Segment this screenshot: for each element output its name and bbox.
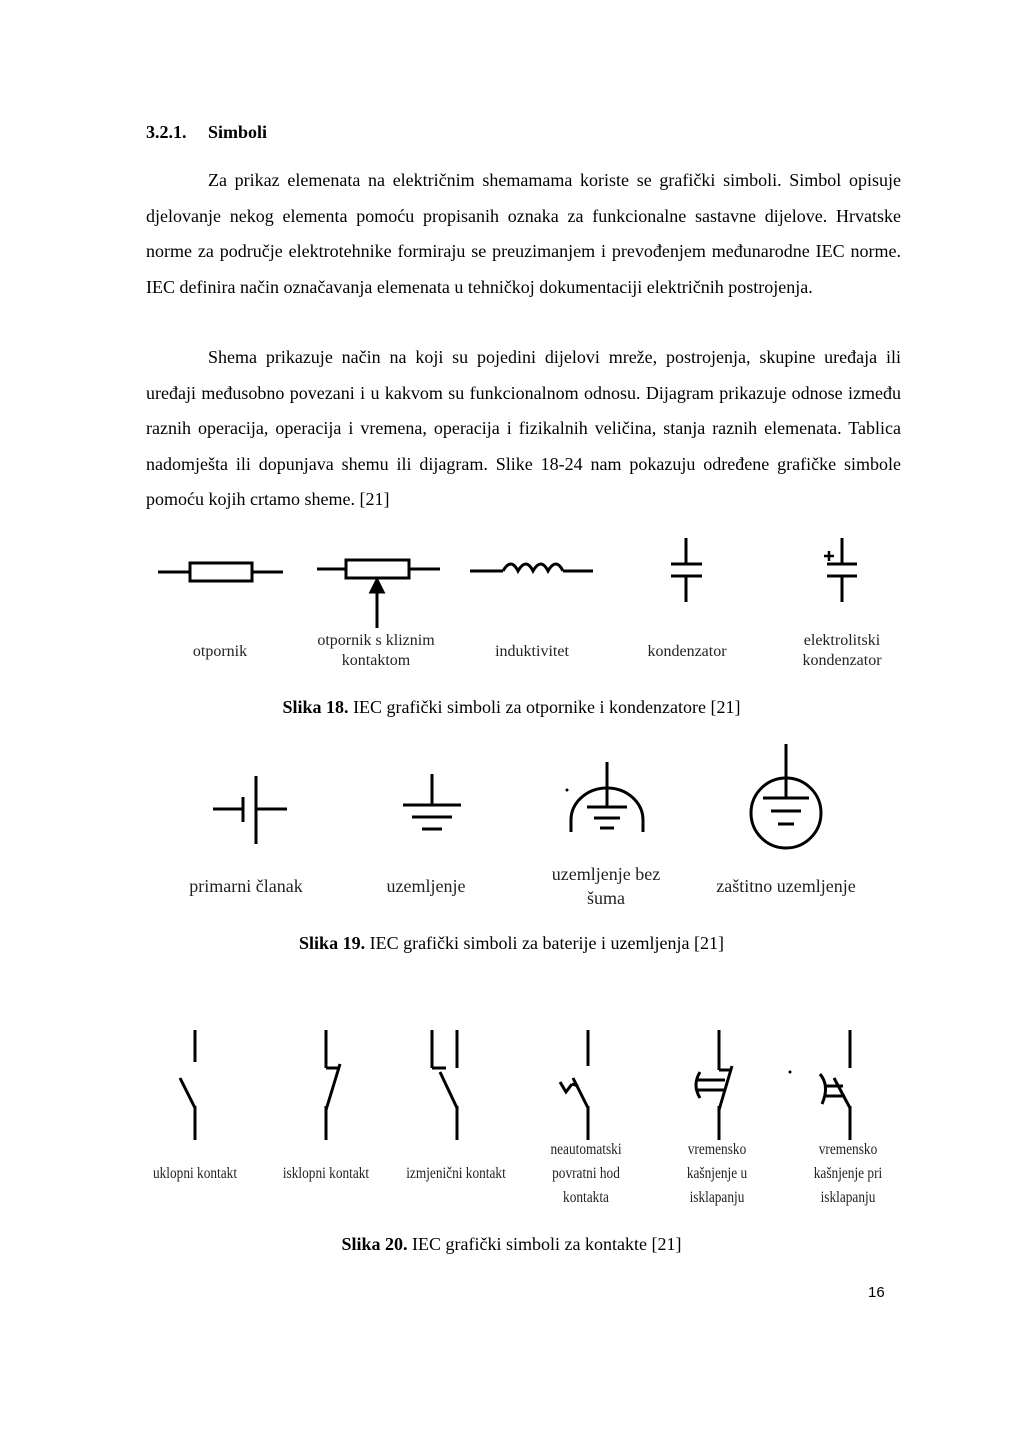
delayed-closing-contact-symbol <box>789 1030 850 1140</box>
figure-19 <box>0 740 1023 920</box>
label-neautomatski-povratni-hod: neautomatski povratni hod kontakta <box>550 1141 622 1206</box>
paragraph-2: Shema prikazuje način na koji su pojedini dijelovi mreže, postrojenja, skupine uređaja ili uređaji međusobno povezani i u kakvom su funkcionalnom odnosu. Dijagram prikazuje odnose između raznih operacija, operacija i vremena, operacija i fizikalnih veličina, stanja raznih elemenata. Tablica nadomješta ili dopunjava shemu ili dijagram. Slike 18-24 nam pokazuju određene grafičke simbole pomoću kojih crtamo sheme. [21] <box>146 347 901 510</box>
electrolytic-capacitor-symbol <box>824 538 857 602</box>
label-izmjenicni-kontakt: izmjenični kontakt <box>406 1165 506 1182</box>
label-vremensko-kasnjenje-pri-isklapanju: vremensko kašnjenje pri isklapanju <box>813 1141 883 1206</box>
protective-ground-symbol <box>751 744 821 848</box>
ground-symbol <box>403 774 461 829</box>
paragraph-1: Za prikaz elemenata na električnim shemamama koriste se grafički simboli. Simbol opisuje djelovanje nekog elementa pomoću propisanih oznaka za funkcionalne sastavne dijelove. Hrvatske norme za područje elektrotehnike formiraju se preuzimanjem i prevođenjem međunarodne IEC norme. IEC definira način označavanja elemenata u tehničkoj dokumentaciji električnih postrojenja. <box>146 170 901 297</box>
make-contact-symbol <box>180 1030 195 1140</box>
label-vremensko-kasnjenje-u-isklapanju: vremensko kašnjenje u isklapanju <box>686 1141 748 1206</box>
label-isklopni-kontakt: isklopni kontakt <box>282 1165 370 1182</box>
caption-19-label: Slika 19. <box>299 933 366 953</box>
capacitor-symbol <box>671 538 702 602</box>
caption-18 <box>0 697 1023 718</box>
page-number: 16 <box>868 1284 885 1301</box>
caption-20-label: Slika 20. <box>341 1234 408 1254</box>
primary-cell-symbol <box>213 776 287 844</box>
caption-19-text: IEC grafički simboli za baterije i uzemljenja [21] <box>365 933 724 953</box>
section-title: Simboli <box>208 122 268 142</box>
label-elektrolitski-kondenzator: elektrolitski kondenzator <box>802 632 882 669</box>
changeover-contact-symbol <box>432 1030 457 1140</box>
figure-18 <box>0 530 1023 690</box>
label-induktivitet: induktivitet <box>495 643 569 660</box>
section-heading <box>146 122 267 143</box>
label-primarni-clanak: primarni članak <box>189 876 303 896</box>
caption-18-label: Slika 18. <box>282 697 349 717</box>
label-otpornik: otpornik <box>192 643 248 660</box>
caption-20 <box>0 1234 1023 1255</box>
inductor-symbol <box>470 564 593 571</box>
figure-20 <box>0 1020 1023 1220</box>
manual-return-contact-symbol <box>560 1030 588 1140</box>
caption-18-text: IEC grafički simboli za otpornike i kondenzatore [21] <box>348 697 741 717</box>
figure-19-symbols <box>0 740 1023 920</box>
caption-19 <box>0 933 1023 954</box>
section-number: 3.2.1. <box>146 122 187 142</box>
noiseless-ground-symbol <box>566 762 643 832</box>
break-contact-symbol <box>326 1030 340 1140</box>
label-uklopni-kontakt: uklopni kontakt <box>152 1165 238 1182</box>
label-kondenzator: kondenzator <box>647 643 727 660</box>
label-zastitno-uzemljenje: zaštitno uzemljenje <box>716 876 856 896</box>
label-uzemljenje-bez-suma: uzemljenje bez šuma <box>551 864 661 908</box>
label-otpornik-klizni: otpornik s kliznim kontaktom <box>317 632 435 669</box>
delayed-opening-contact-symbol <box>696 1030 732 1140</box>
resistor-symbol <box>158 563 283 581</box>
label-uzemljenje: uzemljenje <box>386 876 466 896</box>
caption-20-text: IEC grafički simboli za kontakte [21] <box>407 1234 682 1254</box>
variable-resistor-symbol <box>317 560 440 628</box>
